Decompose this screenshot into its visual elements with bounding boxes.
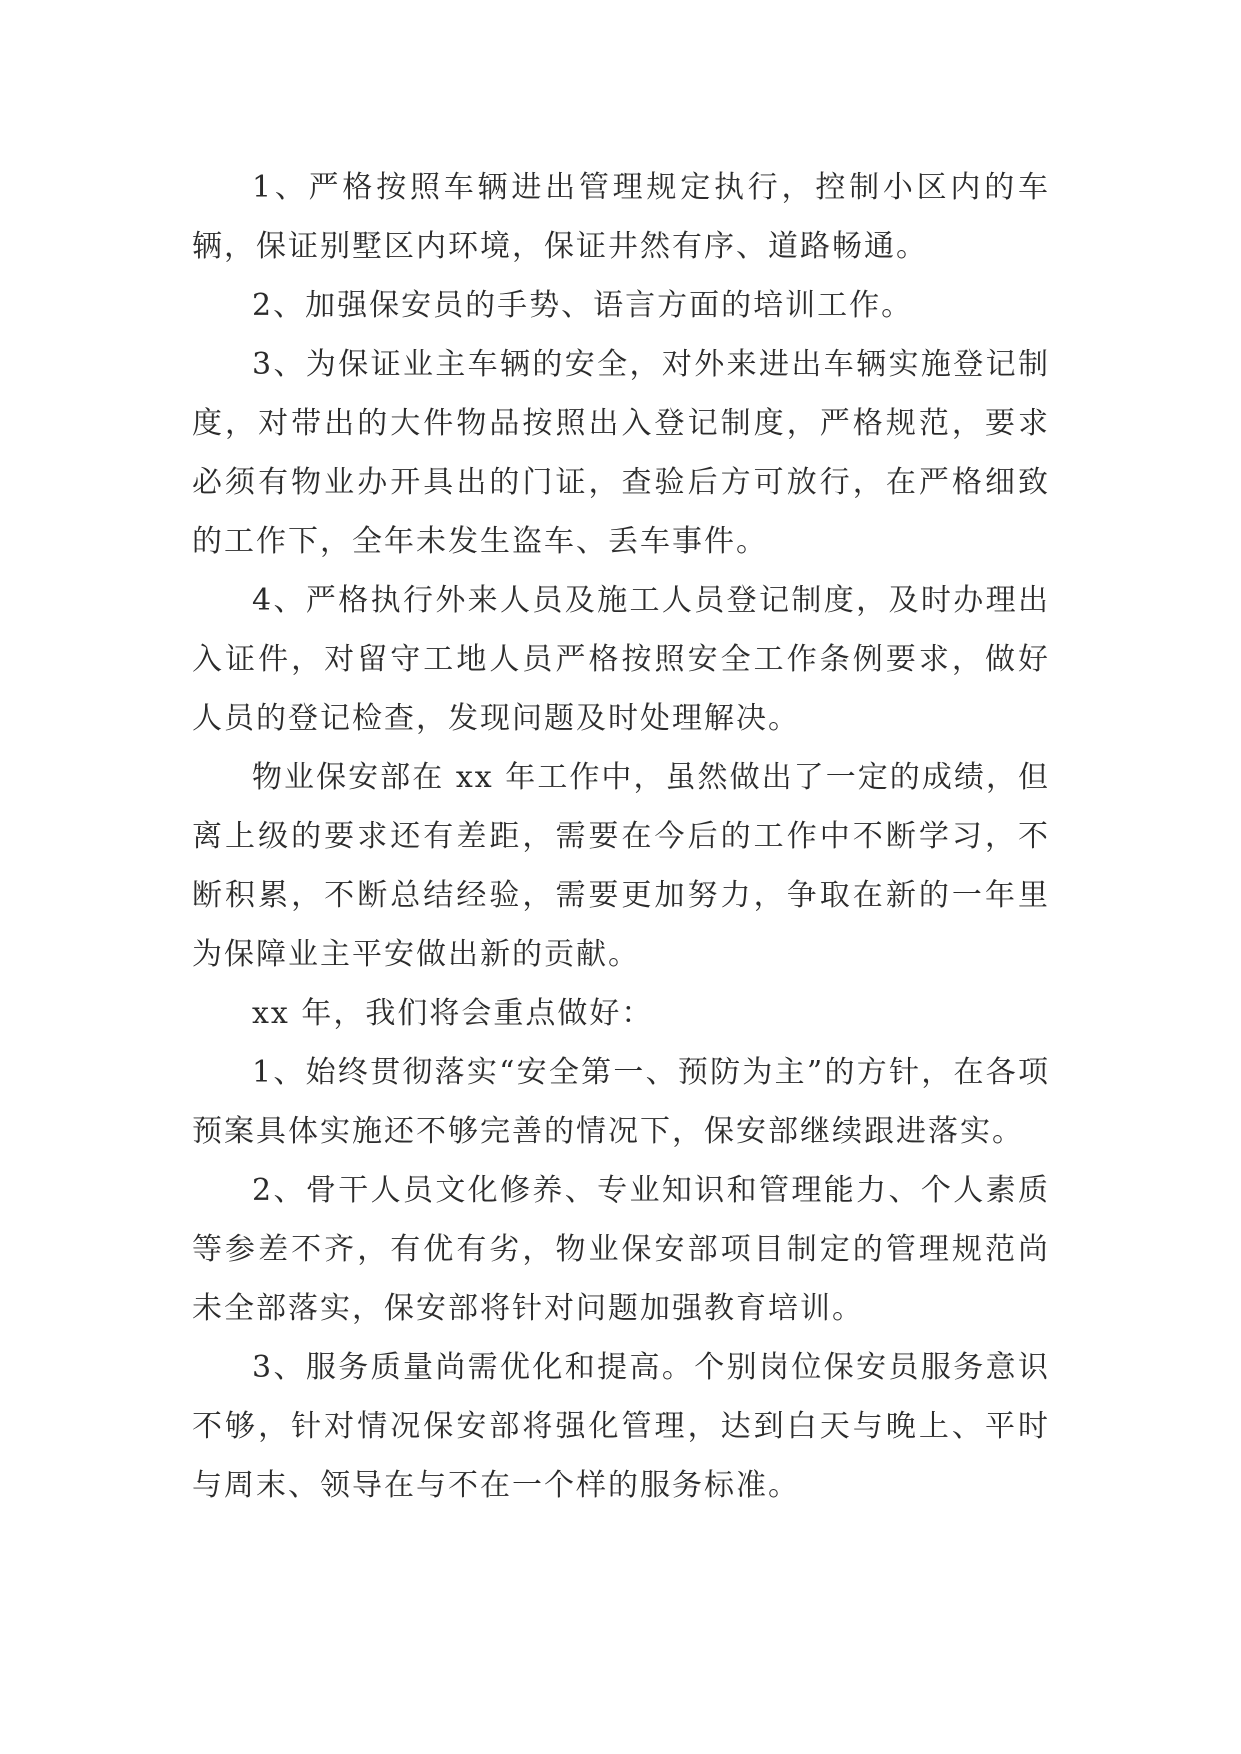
paragraph-next-year-intro: xx 年，我们将会重点做好： bbox=[252, 996, 654, 1031]
paragraph-safety-policy: 1、始终贯彻落实“安全第一、预防为主”的方针，在各项预案具体实施还不够完善的情况下，保安部继续跟进落实。 bbox=[192, 1055, 1050, 1149]
paragraph-guard-training: 2、加强保安员的手势、语言方面的培训工作。 bbox=[252, 288, 914, 323]
paragraph-vehicle-management: 1、严格按照车辆进出管理规定执行，控制小区内的车辆，保证别墅区内环境，保证井然有序、道路畅通。 bbox=[192, 170, 1050, 264]
paragraph-staff-quality: 2、骨干人员文化修养、专业知识和管理能力、个人素质等参差不齐，有优有劣，物业保安部项目制定的管理规范尚未全部落实，保安部将针对问题加强教育培训。 bbox=[192, 1173, 1050, 1326]
document-body bbox=[192, 158, 1050, 1515]
paragraph-visitor-registration: 4、严格执行外来人员及施工人员登记制度，及时办理出入证件，对留守工地人员严格按照安全工作条例要求，做好人员的登记检查，发现问题及时处理解决。 bbox=[192, 583, 1050, 736]
paragraph-vehicle-registration: 3、为保证业主车辆的安全，对外来进出车辆实施登记制度，对带出的大件物品按照出入登记制度，严格规范，要求必须有物业办开具出的门证，查验后方可放行，在严格细致的工作下，全年未发生盗车、丢车事件。 bbox=[192, 347, 1050, 559]
paragraph-annual-summary: 物业保安部在 xx 年工作中，虽然做出了一定的成绩，但离上级的要求还有差距，需要在今后的工作中不断学习，不断积累，不断总结经验，需要更加努力，争取在新的一年里为保障业主平安做出新的贡献。 bbox=[192, 760, 1050, 972]
paragraph-service-quality: 3、服务质量尚需优化和提高。个别岗位保安员服务意识不够，针对情况保安部将强化管理，达到白天与晚上、平时与周末、领导在与不在一个样的服务标准。 bbox=[192, 1350, 1050, 1503]
